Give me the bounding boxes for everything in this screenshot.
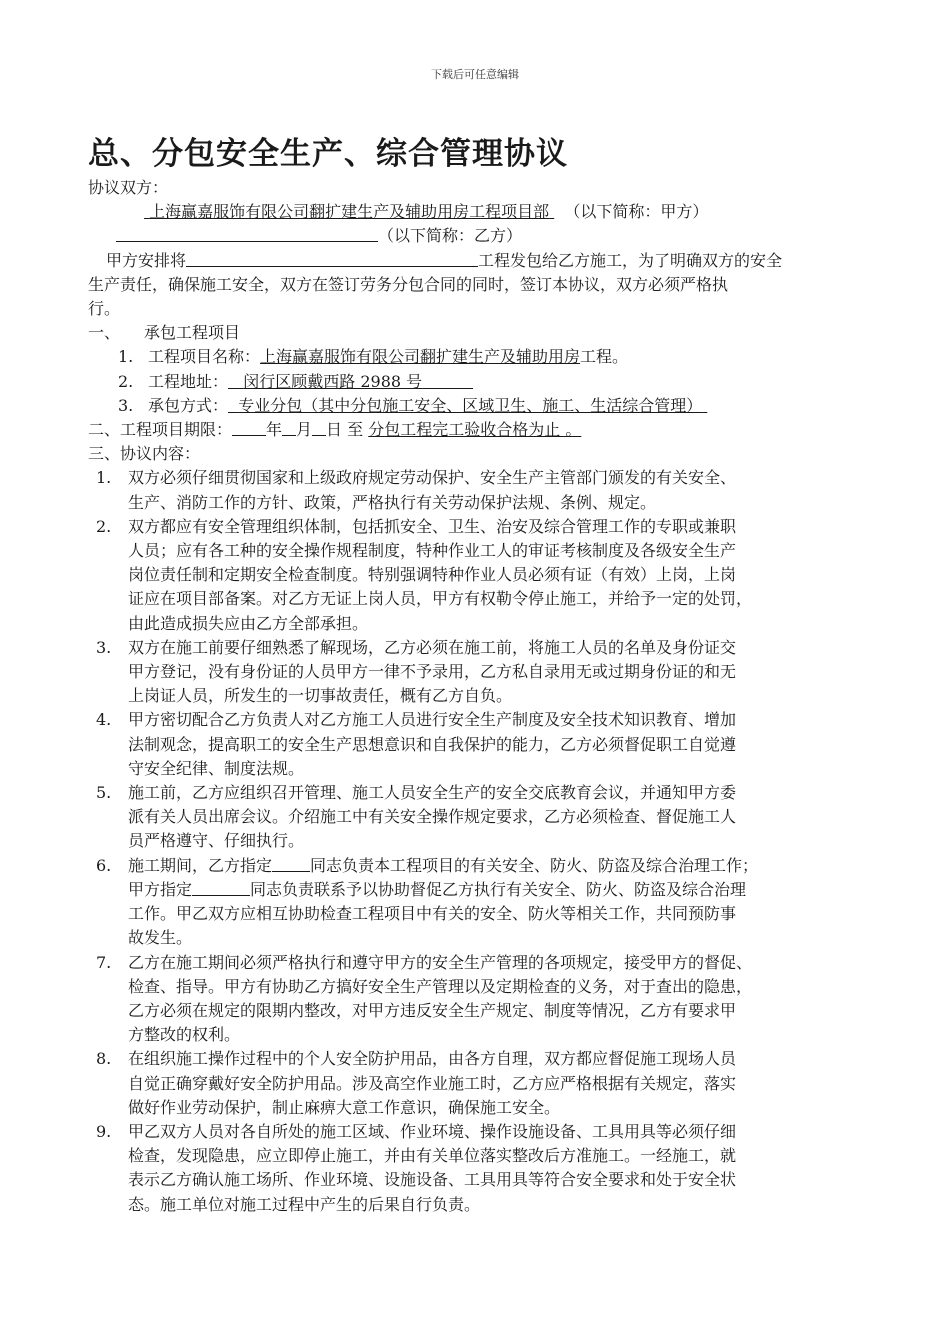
clause-1: 1. 双方必须仔细贯彻国家和上级政府规定劳动保护、安全生产主管部门颁发的有关安全、 生产、消防工作的方针、政策，严格执行有关劳动保护法规、条例、规定。 <box>96 468 737 512</box>
clause-list <box>88 466 868 1216</box>
project-name-value: 上海赢嘉服饰有限公司翻扩建生产及辅助用房 <box>260 347 581 367</box>
intro-text-1: 工程发包给乙方施工，为了明确双方的安全 <box>478 250 783 270</box>
start-year-blank <box>232 418 266 436</box>
section-1-heading: 一、 承包工程项目 <box>88 323 241 343</box>
header-note: 下载后可任意编辑 <box>431 68 519 81</box>
contract-method-value: 专业分包（其中分包施工安全、区域卫生、施工、生活综合管理） <box>238 395 703 415</box>
clause-6: 6. 施工期间，乙方指定 同志负责本工程项目的有关安全、防火、防盗及综合治理工作； 甲方指定 同志负责联系予以协助督促乙方执行有关安全、防火、防盗及综合治理 工作。甲乙双方应相互协助检查工程项目中有关的安全、防火等相关工作，共同预防事 故发生。 <box>96 855 759 948</box>
party-b-line <box>88 224 868 248</box>
intro-line-3: 行。 <box>88 299 121 319</box>
section-3-heading: 三、协议内容： <box>88 444 201 464</box>
start-month-blank <box>282 418 296 436</box>
clause-3: 3. 双方在施工前要仔细熟悉了解现场，乙方必须在施工前，将施工人员的名单及身份证交 甲方登记，没有身份证的人员甲方一律不予录用，乙方私自录用无或过期身份证的和无 上岗证人员，所发生的一切事故责任，概有乙方自负。 <box>96 637 737 706</box>
party-b-blank <box>116 224 378 242</box>
parties-label: 协议双方： <box>88 178 169 197</box>
section-1-item-3: 3. 承包方式： 专业分包（其中分包施工安全、区域卫生、施工、生活综合管理） <box>88 394 868 418</box>
document-body <box>88 176 868 1217</box>
party-a-suffix: （以下简称：甲方） <box>564 202 709 222</box>
project-blank <box>186 249 478 267</box>
document-title: 总、分包安全生产、综合管理协议 <box>88 136 568 172</box>
section-1-item-1: 1. 工程项目名称： 上海赢嘉服饰有限公司翻扩建生产及辅助用房 工程。 <box>88 345 868 369</box>
clause-7: 7. 乙方在施工期间必须严格执行和遵守甲方的安全生产管理的各项规定，接受甲方的督促、 检查、指导。甲方有协助乙方搞好安全生产管理以及定期检查的义务，对于查出的隐患， 乙方必须在规定的限期内整改，对甲方违反安全生产规定、制度等情况，乙方有要求甲 方整改的权利。 <box>96 952 753 1045</box>
party-a-line <box>88 200 868 224</box>
intro-lead: 甲方安排将 <box>106 250 187 270</box>
clause-9: 9. 甲乙双方人员对各自所处的施工区域、作业环境、操作设施设备、工具用具等必须仔细 检查，发现隐患，应立即停止施工，并由有关单位落实整改后方准施工。一经施工，就 表示乙方确认施工场所、作业环境、设施设备、工具用具等符合安全要求和处于安全状 态。施工单位对施工过程中产生的后果自行负责。 <box>96 1121 737 1214</box>
clause-5: 5. 施工前，乙方应组织召开管理、施工人员安全生产的安全交底教育会议，并通知甲方委 派有关人员出席会议。介绍施工中有关安全操作规定要求，乙方必须检查、督促施工人 员严格遵守、仔细执行。 <box>96 783 737 851</box>
section-2-line: 二、工程项目期限： 年 月 日 至 分包工程完工验收合格为止 。 <box>88 420 582 440</box>
party-a-name: 上海赢嘉服饰有限公司翻扩建生产及辅助用房工程项目部 <box>149 202 550 222</box>
clause-2: 2. 双方都应有安全管理组织体制，包括抓安全、卫生、治安及综合管理工作的专职或兼职 人员；应有各工种的安全操作规程制度，特种作业工人的审证考核制度及各级安全生产 岗位责任制和定期安全检查制度。特别强调特种作业人员必须有证（有效）上岗，上岗 证应在项目部备案。对乙方无证上岗人员，甲方有权勒令停止施工，并给予一定的处罚， 由此造成损失应由乙方全部承担。 <box>96 516 753 633</box>
party-b-suffix: （以下简称：乙方） <box>378 226 523 246</box>
end-condition: 分包工程完工验收合格为止 。 <box>368 420 582 440</box>
clause-8: 8. 在组织施工操作过程中的个人安全防护用品，由各方自理，双方都应督促施工现场人员 自觉正确穿戴好安全防护用品。涉及高空作业施工时，乙方应严格根据有关规定，落实 做好作业劳动保护，制止麻痹大意工作意识，确保施工安全。 <box>96 1049 737 1117</box>
section-1-item-2: 2. 工程地址： 闵行区顾戴西路 2988 号 <box>88 370 868 394</box>
clause-4: 4. 甲方密切配合乙方负责人对乙方施工人员进行安全生产制度及安全技术知识教育、增加 法制观念，提高职工的安全生产思想意识和自我保护的能力，乙方必须督促职工自觉遵 守安全纪律、制度法规。 <box>96 710 737 778</box>
start-day-blank <box>312 418 326 436</box>
project-address-value: 闵行区顾戴西路 2988 号 <box>243 371 423 391</box>
intro-line-2: 生产责任，确保施工安全，双方在签订劳务分包合同的同时，签订本协议，双方必须严格执 <box>88 274 729 294</box>
party-b-safety-officer-blank <box>272 854 310 872</box>
party-a-safety-officer-blank <box>192 878 250 896</box>
intro-line-1 <box>88 249 868 273</box>
